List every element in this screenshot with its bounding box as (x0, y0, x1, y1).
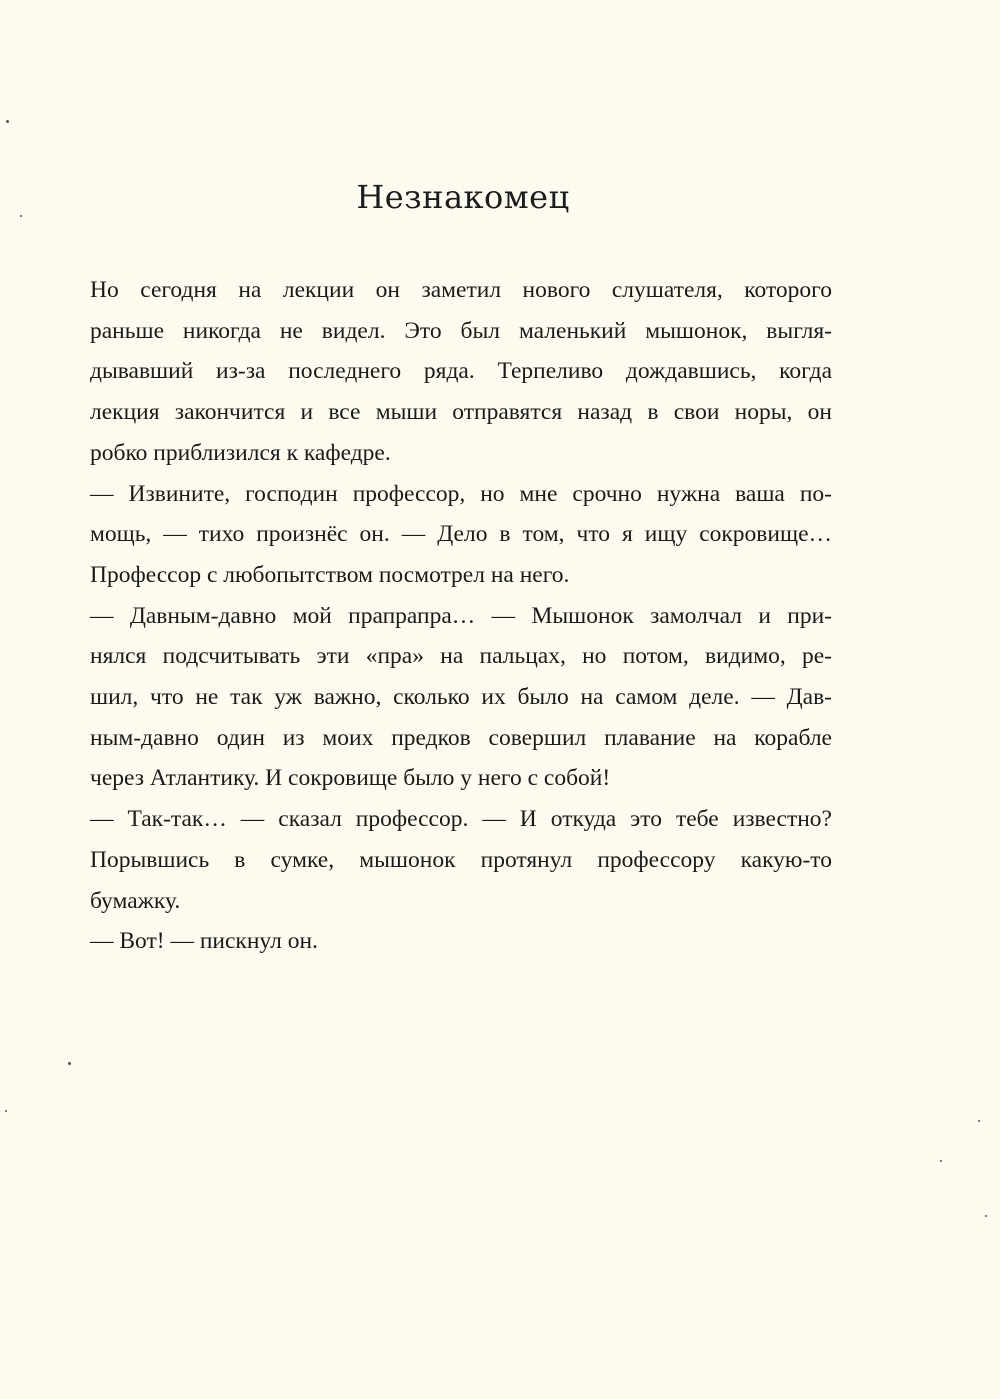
chapter-title: Незнакомец (356, 178, 570, 216)
paper-speck (68, 1062, 71, 1065)
text-line: лекция закончится и все мыши отправятся назад в свои норы, он (90, 399, 832, 426)
text-line: ным-давно один из моих предков совершил плавание на корабле (90, 724, 832, 751)
body-text (90, 270, 832, 962)
text-line: — Извините, господин профессор, но мне срочно нужна ваша по- (90, 480, 832, 507)
paper-speck (5, 1110, 7, 1112)
text-line: через Атлантику. И сокровище было у него с собой! (90, 765, 611, 792)
text-line: Порывшись в сумке, мышонок протянул профессору какую-то (90, 846, 832, 873)
text-line: Но сегодня на лекции он заметил нового слушателя, которого (90, 277, 832, 303)
text-line: Профессор с любопытством посмотрел на него. (90, 561, 570, 588)
text-line: — Так-так… — сказал профессор. — И откуда это тебе известно? (90, 806, 832, 833)
text-line: раньше никогда не видел. Это был маленький мышонок, выгля- (90, 317, 832, 344)
text-line: мощь, — тихо произнёс он. — Дело в том, что я ищу сокровище… (90, 521, 832, 548)
paper-speck (978, 1120, 980, 1122)
text-line: — Вот! — пискнул он. (90, 928, 318, 955)
text-line: робко приблизился к кафедре. (90, 439, 391, 466)
text-line: — Давным-давно мой прапрапра… — Мышонок замолчал и при- (90, 602, 832, 629)
text-line: шил, что не так уж важно, сколько их было на самом деле. — Дав- (90, 684, 832, 711)
text-line: нялся подсчитывать эти «пра» на пальцах, но потом, видимо, ре- (90, 643, 832, 670)
paper-speck (940, 1160, 942, 1162)
text-line: дывавший из-за последнего ряда. Терпеливо дождавшись, когда (90, 358, 832, 385)
paper-speck (985, 1215, 987, 1217)
paper-speck (6, 120, 9, 123)
text-line: бумажку. (90, 887, 181, 914)
